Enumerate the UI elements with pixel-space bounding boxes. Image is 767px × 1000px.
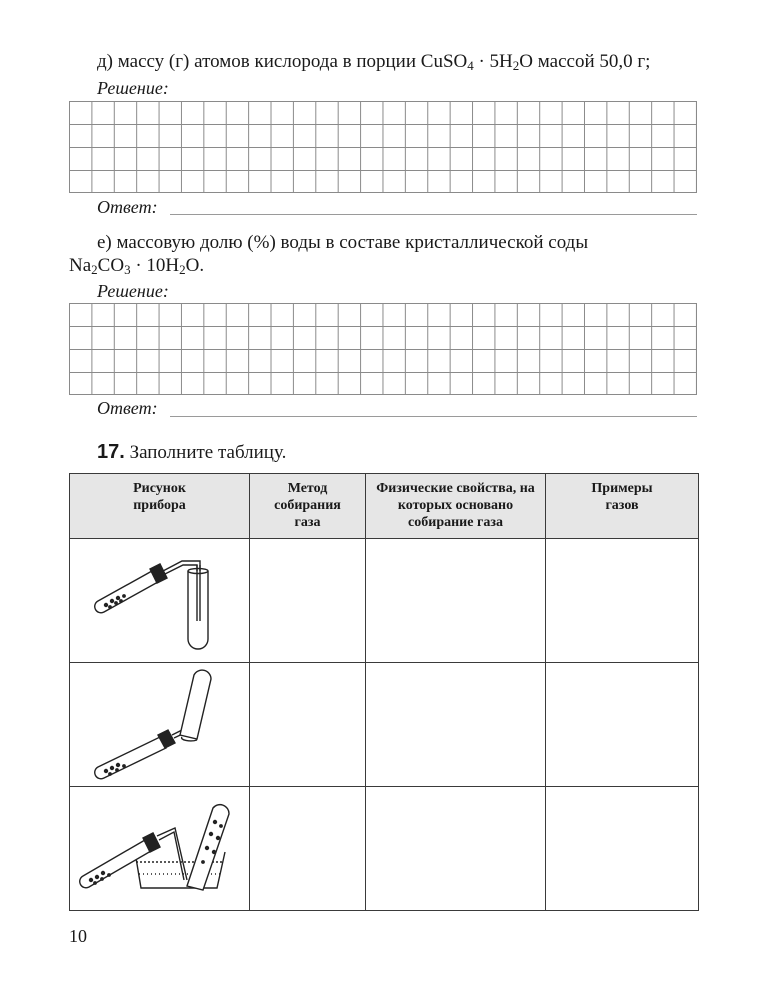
picture-cell xyxy=(70,663,250,787)
examples-cell[interactable] xyxy=(546,787,699,911)
picture-cell xyxy=(70,539,250,663)
task-17-heading xyxy=(97,441,286,464)
gas-collection-table xyxy=(69,473,699,911)
page-number: 10 xyxy=(69,926,87,946)
header-examples: Примеры газов xyxy=(546,474,699,539)
answer-line-e[interactable] xyxy=(170,416,697,417)
table-header-row xyxy=(70,474,699,539)
method-cell[interactable] xyxy=(250,787,366,911)
header-method: Метод собирания газа xyxy=(250,474,366,539)
picture-cell xyxy=(70,787,250,911)
method-cell[interactable] xyxy=(250,539,366,663)
water-displacement-collection-icon xyxy=(75,794,245,904)
table-row xyxy=(70,539,699,663)
task-number: 17. xyxy=(97,441,125,463)
examples-cell[interactable] xyxy=(546,539,699,663)
solution-grid-d[interactable] xyxy=(69,101,697,193)
answer-label-d: Ответ: xyxy=(97,197,158,217)
solution-label-d: Решение: xyxy=(97,78,169,98)
task-d-text: д) массу (г) атомов кислорода в порции CuSO$_4$ · $5H_2O$ массой 50,0 г; xyxy=(97,51,651,73)
answer-line-d[interactable] xyxy=(170,214,697,215)
method-cell[interactable] xyxy=(250,663,366,787)
header-properties: Физические свойства, на которых основано собирание газа xyxy=(366,474,546,539)
properties-cell[interactable] xyxy=(366,539,546,663)
table-row xyxy=(70,663,699,787)
examples-cell[interactable] xyxy=(546,663,699,787)
solution-label-e: Решение: xyxy=(97,281,169,301)
answer-label-e: Ответ: xyxy=(97,398,158,418)
table-row xyxy=(70,787,699,911)
solution-grid-e[interactable] xyxy=(69,303,697,395)
task-e-text-line1: е) массовую долю (%) воды в составе кристаллической соды xyxy=(97,232,589,253)
task-17-text: Заполните таблицу. xyxy=(129,442,287,463)
task-e-text-line2: $Na_2CO_3 \cdot 10H_2O$. xyxy=(69,255,205,277)
properties-cell[interactable] xyxy=(366,663,546,787)
properties-cell[interactable] xyxy=(366,787,546,911)
test-tube-downward-collection-icon xyxy=(90,665,230,785)
test-tube-upward-collection-icon xyxy=(90,551,230,651)
header-picture: Рисунок прибора xyxy=(70,474,250,539)
